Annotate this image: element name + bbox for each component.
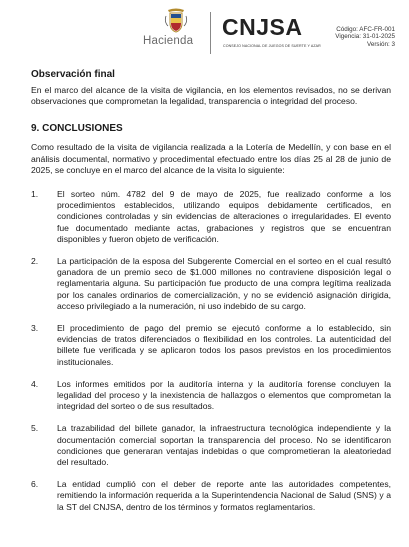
observacion-text: En el marco del alcance de la visita de vigilancia, en los elementos revisados, no se derivan observaciones que comprometan la legalidad, transparencia o integridad del proceso. <box>31 85 391 107</box>
cnjsa-logo: CNJSA <box>222 14 303 40</box>
list-item <box>31 189 391 245</box>
list-item-number: 4. <box>31 378 39 389</box>
list-item-text: La trazabilidad del billete ganador, la infraestructura tecnológica independiente y la documentación comercial soportan la transparencia del proceso. No se identificaron condiciones que generaran ventajas indebidas o que comprometieran la aleatoriedad del resultado. <box>57 423 391 468</box>
list-item <box>31 423 391 468</box>
section-title-observacion: Observación final <box>31 69 115 80</box>
document-code: Código: AFC-FR-001 <box>336 26 395 33</box>
list-item-text: El procedimiento de pago del premio se ejecutó conforme a lo establecido, sin evidencias de tratos diferenciados o flexibilidad en los controles. La autenticidad del billete fue verificada y se aplicaron todos los pasos previstos en los procedimientos institucionales. <box>57 323 391 367</box>
list-item-number: 3. <box>31 323 39 334</box>
list-item-text: El sorteo núm. 4782 del 9 de mayo de 2025, fue realizado conforme a los procedimientos establecidos, utilizando equipos debidamente certificados, en condiciones controladas y sin evidencias de alteraciones o irregularidades. El evento fue documentado mediante actas, grabaciones y registros que se encuentran disponibles y fueron objeto de verificación. <box>57 189 391 244</box>
coat-of-arms-icon <box>164 8 188 34</box>
document-version: Versión: 3 <box>366 40 395 48</box>
list-item <box>31 379 391 413</box>
document-body <box>31 69 391 513</box>
document-header <box>0 0 409 60</box>
list-item <box>31 256 391 312</box>
list-item-text: La participación de la esposa del Subgerente Comercial en el sorteo en el cual resultó ganadora de un premio seco de $1.000 millones no contraviene disposición legal o reglamentaria alguna. Su participación fue producto de una compra legítima realizada por los canales ordinarios de comercialización, y no se evidenció asignación dirigida, acceso privilegiado a la numeración, ni uso indebido de su cargo. <box>57 256 391 311</box>
list-item-number: 5. <box>31 423 39 434</box>
list-item-number: 2. <box>31 256 39 267</box>
conclusiones-intro: Como resultado de la visita de vigilancia realizada a la Lotería de Medellín, y con base en el análisis documental, normativo y procedimental efectuado entre los días 25 al 28 de junio de 2025, se concluye en el marco del alcance de la visita lo siguiente: <box>31 142 391 175</box>
list-item <box>31 479 391 513</box>
section-title-conclusiones: 9. CONCLUSIONES <box>31 123 123 135</box>
ministry-name: Hacienda <box>143 35 194 47</box>
list-item-number: 1. <box>31 189 39 200</box>
list-item <box>31 323 391 368</box>
list-item-text: La entidad cumplió con el deber de reporte ante las autoridades competentes, remitiendo la información requerida a la Superintendencia Nacional de Salud (SNS) y a la ST del CNJSA, dentro de los términos y formatos reglamentarios. <box>57 479 391 512</box>
list-item-text: Los informes emitidos por la auditoría interna y la auditoría forense concluyen la legalidad del proceso y la inexistencia de hallazgos o elementos que comprometan la integridad del sorteo o de sus resultados. <box>57 378 391 412</box>
conclusiones-list <box>31 189 391 513</box>
cnjsa-logo-subtitle: CONSEJO NACIONAL DE JUEGOS DE SUERTE Y AZAR <box>223 44 321 48</box>
header-divider <box>210 12 211 54</box>
document-meta <box>335 26 395 48</box>
list-item-number: 6. <box>31 479 39 490</box>
document-validity: Vigencia: 31-01-2025 <box>335 33 395 41</box>
